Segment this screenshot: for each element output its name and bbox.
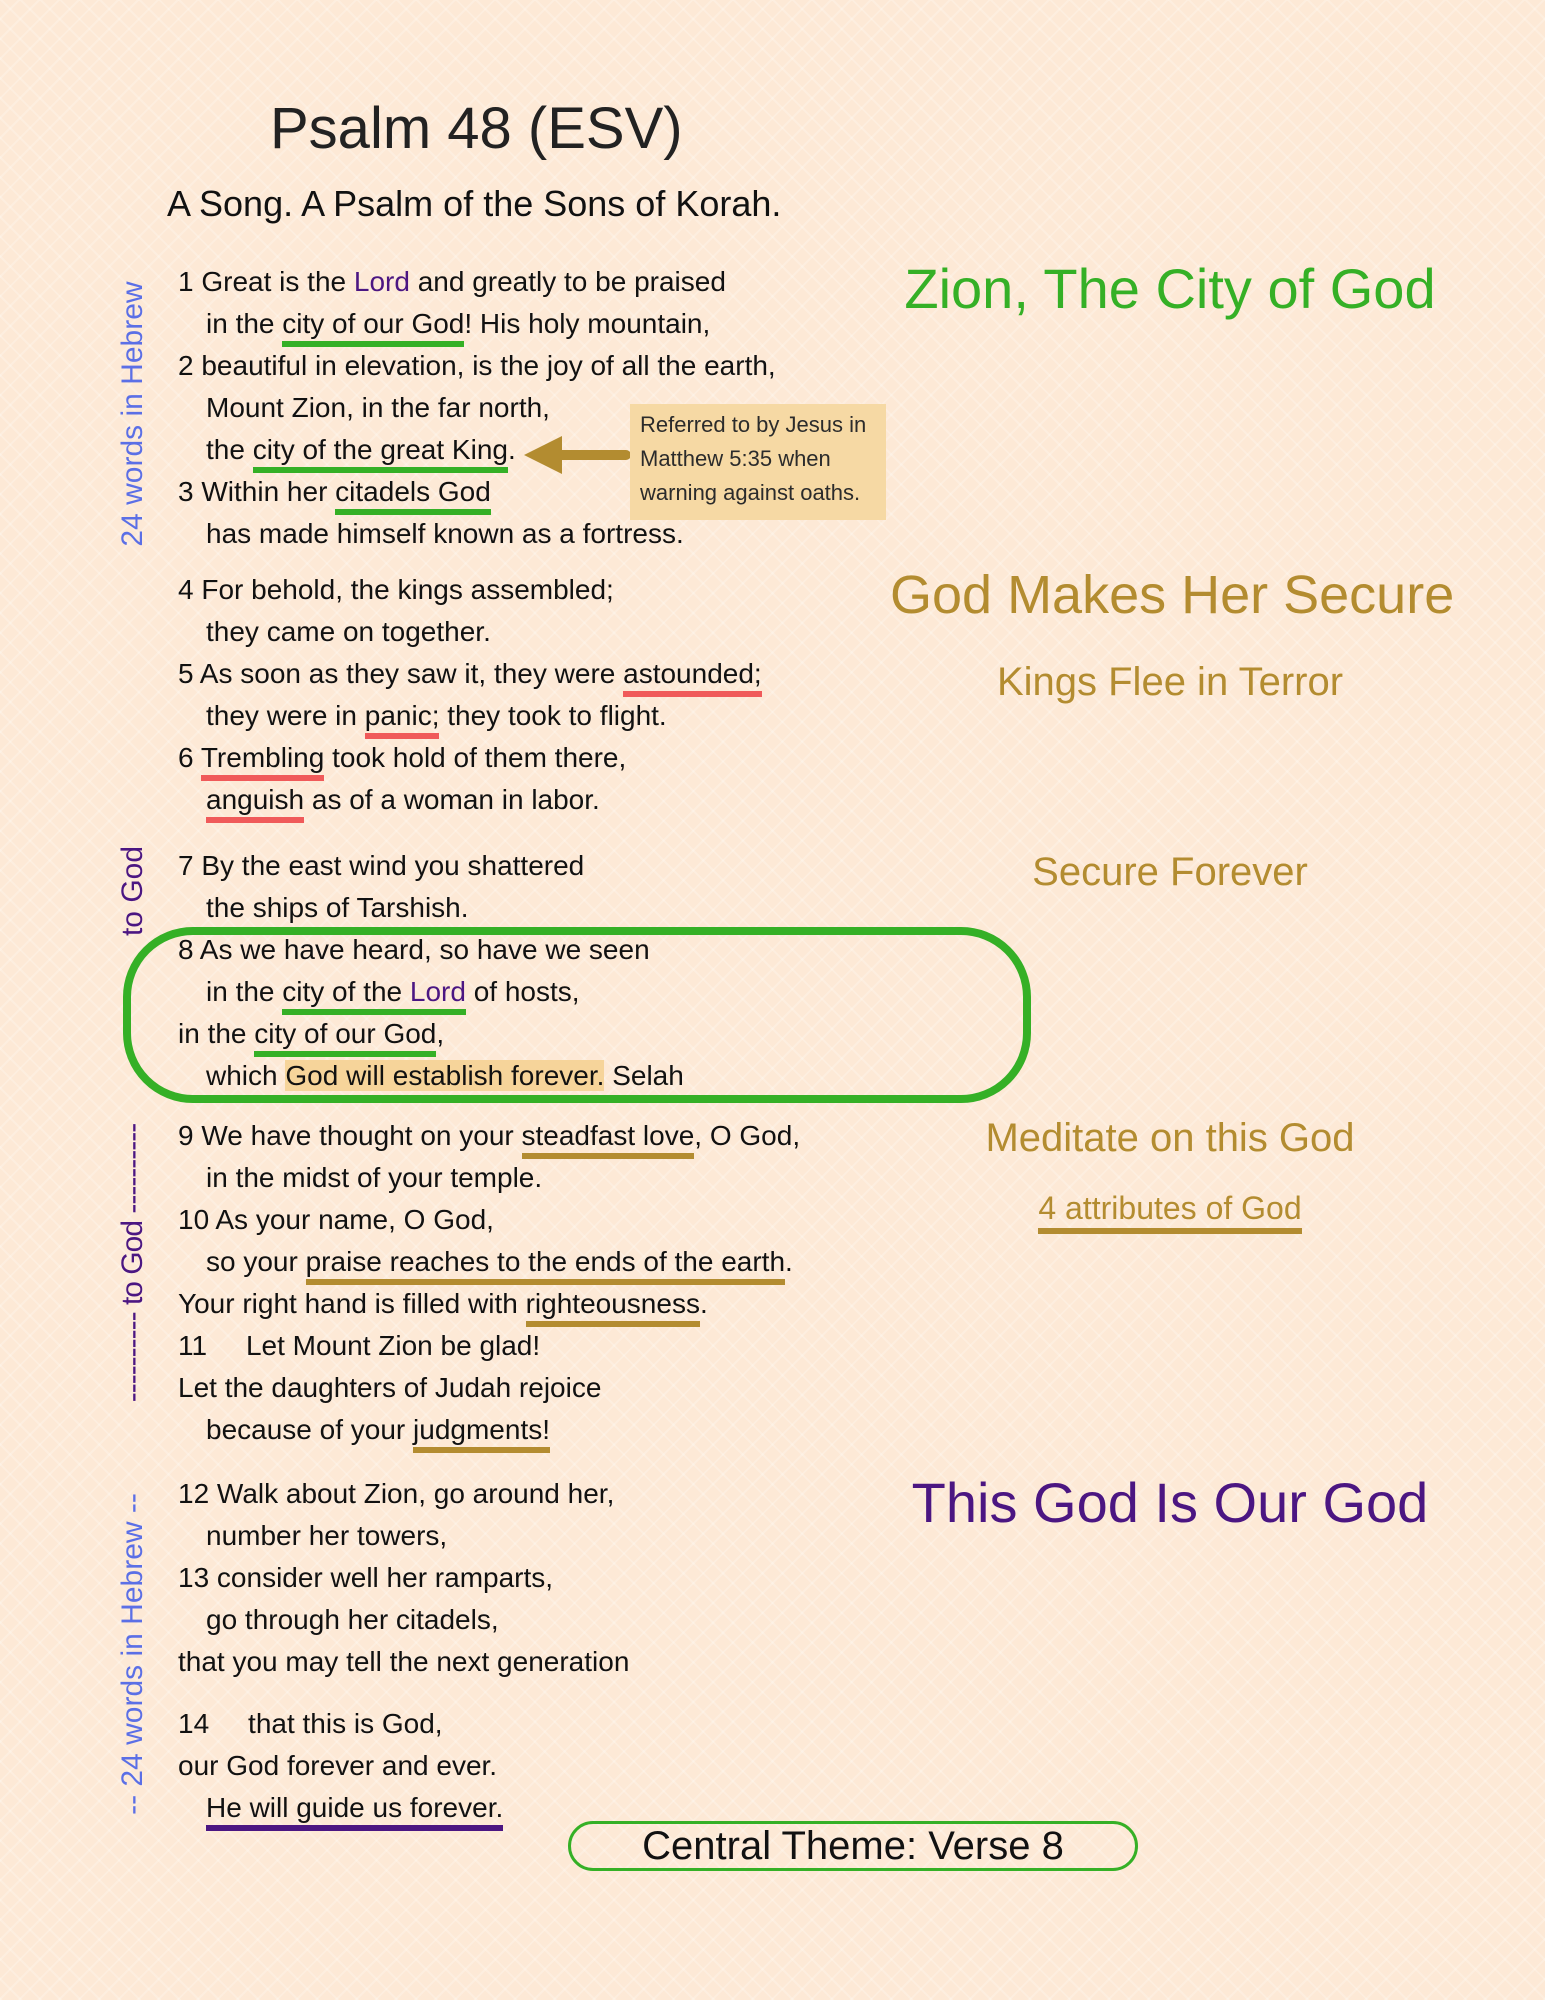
verse-line: in the city of our God! His holy mountain, [178,306,710,342]
verse-line: 2 beautiful in elevation, is the joy of all the earth, [178,350,776,381]
verse-line: has made himself known as a fortress. [206,518,684,549]
verse-line: 7 By the east wind you shattered [178,850,585,881]
verse-line: they were in panic; they took to flight. [178,698,667,734]
verse-line: 8 As we have heard, so have we seen [178,934,650,965]
heading-our-god: This God Is Our God [911,1471,1429,1534]
heading-secure-forever: Secure Forever [1032,850,1308,894]
verse-line: 6 Trembling took hold of them there, [178,740,626,776]
verse-line: they came on together. [206,616,491,647]
page-subtitle: A Song. A Psalm of the Sons of Korah. [167,183,782,224]
verse-line: 10 As your name, O God, [178,1204,494,1235]
note-line: Matthew 5:35 when [640,446,831,471]
verse-line: 5 As soon as they saw it, they were astounded; [178,656,762,692]
verse-line: anguish as of a woman in labor. [178,782,600,818]
heading-meditate: Meditate on this God [985,1116,1355,1160]
highlight: God will establish forever. [285,1060,605,1091]
lord-word: Lord [409,976,466,1007]
verse-line: which God will establish forever. Selah [206,1060,684,1091]
note-line: Referred to by Jesus in [640,412,867,437]
sidebar-to-god-2: ---------- to God ---------- [116,1123,149,1403]
verse-line: 12 Walk about Zion, go around her, [178,1478,615,1509]
verse-line: 9 We have thought on your steadfast love, O God, [178,1118,800,1154]
heading-kings-flee: Kings Flee in Terror [996,660,1344,704]
sidebar-24-words-bottom: -- 24 words in Hebrew -- [116,1493,149,1815]
verse-line: the city of the great King. [178,432,516,468]
heading-secure: God Makes Her Secure [890,565,1455,625]
verse-line: in the city of the Lord of hosts, [178,974,580,1010]
verse-line: the ships of Tarshish. [206,892,469,923]
lord-word: Lord [353,266,410,297]
verse-line: in the midst of your temple. [206,1162,543,1193]
verse-line: 14 that this is God, [178,1708,443,1739]
verse-line: 3 Within her citadels God [178,474,491,510]
sidebar-to-god-1: to God [116,845,149,937]
heading-zion: Zion, The City of God [904,257,1436,320]
verse-line: Mount Zion, in the far north, [206,392,550,423]
verse-line: that you may tell the next generation [178,1646,630,1677]
verse-line: our God forever and ever. [178,1750,498,1781]
central-theme-badge: Central Theme: Verse 8 [568,1821,1138,1871]
verse-line: Let the daughters of Judah rejoice [178,1372,602,1403]
verse-line: in the city of our God, [178,1016,444,1052]
verse-line: 4 For behold, the kings assembled; [178,574,614,605]
verse-line: so your praise reaches to the ends of the earth. [178,1244,793,1280]
attributes-label: 4 attributes of God [1038,1190,1301,1234]
verse-line: 13 consider well her ramparts, [178,1562,554,1593]
verse-line: 11 Let Mount Zion be glad! [178,1330,541,1361]
verse-line: 1 Great is the Lord and greatly to be praised [178,266,726,297]
verse-line: Your right hand is filled with righteousness. [178,1286,708,1322]
verse-line: go through her citadels, [206,1604,499,1635]
verse-line: He will guide us forever. [178,1790,503,1826]
note-line: warning against oaths. [640,480,861,505]
page-title: Psalm 48 (ESV) [270,96,683,161]
verse-line: number her towers, [206,1520,448,1551]
sidebar-24-words-top: 24 words in Hebrew [116,281,149,547]
matthew-note [630,404,886,520]
heading-attributes [890,1190,1450,1227]
verse-line: because of your judgments! [178,1412,550,1448]
arrow-left-icon [520,430,630,480]
